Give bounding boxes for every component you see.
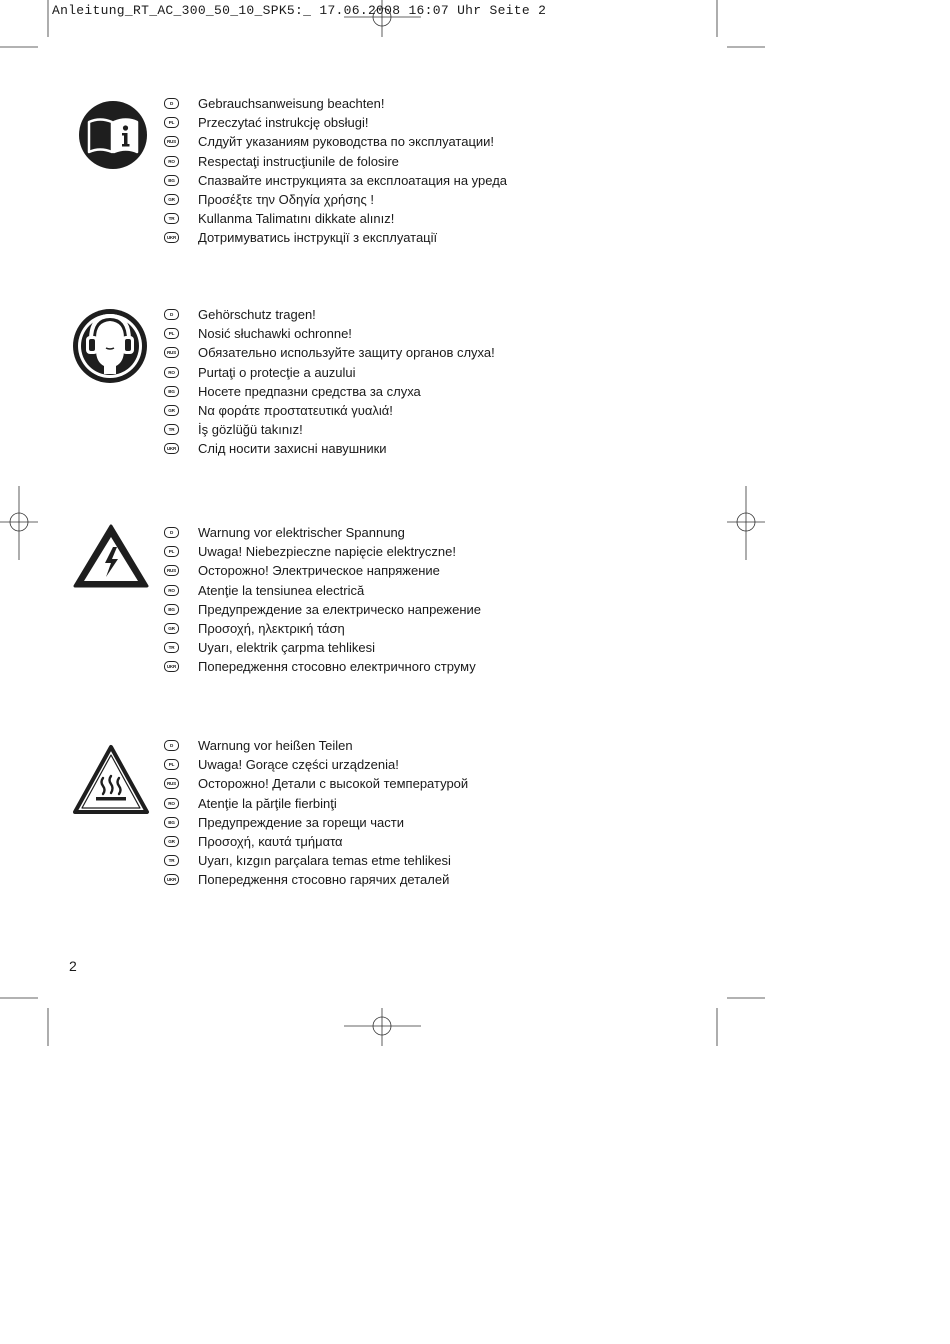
manual-instruction-list <box>164 94 507 248</box>
instruction-text: Uwaga! Niebezpieczne napięcie elektryczne! <box>198 544 456 560</box>
instruction-text: Προσέξτε την Οδηγία χρήσης ! <box>198 192 374 208</box>
list-item <box>164 832 468 851</box>
list-item <box>164 813 468 832</box>
list-item <box>164 794 468 813</box>
instruction-text: Uyarı, kızgın parçalara temas etme tehlikesi <box>198 853 451 869</box>
list-item <box>164 420 495 439</box>
language-code-badge: D <box>164 527 179 538</box>
instruction-text: Осторожно! Электрическое напряжение <box>198 563 440 579</box>
list-item <box>164 581 481 600</box>
list-item <box>164 228 507 247</box>
list-item <box>164 171 507 190</box>
instruction-text: Осторожно! Детали с высокой температурой <box>198 776 469 792</box>
instruction-text: Να φοράτε προστατευτικά γυαλιά! <box>198 403 393 419</box>
hot-surface-warning-icon <box>72 744 150 816</box>
list-item <box>164 851 468 870</box>
list-item <box>164 736 468 755</box>
page-number: 2 <box>69 958 77 974</box>
language-code-badge: BG <box>164 817 179 828</box>
instruction-text: Попередження стосовно гарячих деталей <box>198 872 450 888</box>
list-item <box>164 113 507 132</box>
electric-voltage-warning-icon <box>72 523 150 589</box>
list-item <box>164 755 468 774</box>
language-code-badge: PL <box>164 328 179 339</box>
language-code-badge: TR <box>164 424 179 435</box>
list-item <box>164 619 481 638</box>
list-item <box>164 209 507 228</box>
language-code-badge: PL <box>164 759 179 770</box>
instruction-text: Atenţie la tensiunea electrică <box>198 582 365 598</box>
language-code-badge: UKR <box>164 232 179 243</box>
language-code-badge: RO <box>164 585 179 596</box>
list-item <box>164 870 468 889</box>
list-item <box>164 401 495 420</box>
instruction-text: Uwaga! Gorące części urządzenia! <box>198 757 399 773</box>
language-code-badge: RUS <box>164 347 179 358</box>
language-code-badge: PL <box>164 117 179 128</box>
hearing-protection-icon <box>72 308 148 384</box>
instruction-text: Respectaţi instrucţiunile de folosire <box>198 153 399 169</box>
instruction-text: İş gözlüğü takınız! <box>198 422 303 438</box>
language-code-badge: D <box>164 98 179 109</box>
language-code-badge: RO <box>164 367 179 378</box>
instruction-text: Обязательно используйте защиту органов слуха! <box>198 345 495 361</box>
instruction-text: Atenţie la părţile fierbinţi <box>198 795 337 811</box>
language-code-badge: PL <box>164 546 179 557</box>
language-code-badge: GR <box>164 194 179 205</box>
list-item <box>164 439 495 458</box>
language-code-badge: RUS <box>164 778 179 789</box>
manual-info-icon <box>78 100 148 170</box>
instruction-text: Слдуйт указаниям руководства по эксплуатации! <box>198 134 495 150</box>
language-code-badge: RO <box>164 156 179 167</box>
instruction-text: Попередження стосовно електричного струму <box>198 659 476 675</box>
language-code-badge: RO <box>164 798 179 809</box>
language-code-badge: UKR <box>164 443 179 454</box>
instruction-text: Uyarı, elektrik çarpma tehlikesi <box>198 640 375 656</box>
instruction-text: Warnung vor heißen Teilen <box>198 738 353 754</box>
language-code-badge: RUS <box>164 136 179 147</box>
instruction-text: Дотримуватись інструкції з експлуатації <box>198 230 438 246</box>
instruction-text: Предупреждение за електрическо напрежение <box>198 601 481 617</box>
list-item <box>164 638 481 657</box>
language-code-badge: D <box>164 309 179 320</box>
hearing-instruction-list <box>164 305 495 459</box>
instruction-text: Kullanma Talimatını dikkate alınız! <box>198 211 395 227</box>
instruction-text: Слід носити захисні навушники <box>198 441 387 457</box>
language-code-badge: TR <box>164 855 179 866</box>
list-item <box>164 94 507 113</box>
language-code-badge: TR <box>164 213 179 224</box>
instruction-text: Nosić słuchawki ochronne! <box>198 326 352 342</box>
list-item <box>164 523 481 542</box>
instruction-text: Przeczytać instrukcję obsługi! <box>198 115 369 131</box>
list-item <box>164 657 481 676</box>
language-code-badge: GR <box>164 623 179 634</box>
print-header-line: Anleitung_RT_AC_300_50_10_SPK5:_ 17.06.2008 16:07 Uhr Seite 2 <box>52 3 547 18</box>
instruction-text: Purtaţi o protecţie a auzului <box>198 364 356 380</box>
language-code-badge: D <box>164 740 179 751</box>
list-item <box>164 561 481 580</box>
language-code-badge: GR <box>164 836 179 847</box>
language-code-badge: TR <box>164 642 179 653</box>
instruction-text: Προσοχή, ηλεκτρική τάση <box>198 621 345 637</box>
instruction-text: Gebrauchsanweisung beachten! <box>198 96 385 112</box>
list-item <box>164 190 507 209</box>
instruction-text: Προσοχή, καυτά τμήματα <box>198 834 343 850</box>
electric-instruction-list <box>164 523 481 677</box>
instruction-text: Носете предпазни средства за слуха <box>198 383 421 399</box>
language-code-badge: BG <box>164 175 179 186</box>
instruction-text: Предупреждение за горещи части <box>198 814 404 830</box>
language-code-badge: UKR <box>164 661 179 672</box>
list-item <box>164 132 507 151</box>
language-code-badge: RUS <box>164 565 179 576</box>
list-item <box>164 774 468 793</box>
list-item <box>164 152 507 171</box>
list-item <box>164 382 495 401</box>
list-item <box>164 542 481 561</box>
language-code-badge: UKR <box>164 874 179 885</box>
list-item <box>164 305 495 324</box>
list-item <box>164 343 495 362</box>
list-item <box>164 363 495 382</box>
instruction-text: Warnung vor elektrischer Spannung <box>198 525 405 541</box>
language-code-badge: GR <box>164 405 179 416</box>
instruction-text: Спазвайте инструкцията за експлоатация на уреда <box>198 172 508 188</box>
list-item <box>164 324 495 343</box>
language-code-badge: BG <box>164 386 179 397</box>
instruction-text: Gehörschutz tragen! <box>198 307 316 323</box>
list-item <box>164 600 481 619</box>
language-code-badge: BG <box>164 604 179 615</box>
hot-parts-instruction-list <box>164 736 468 890</box>
